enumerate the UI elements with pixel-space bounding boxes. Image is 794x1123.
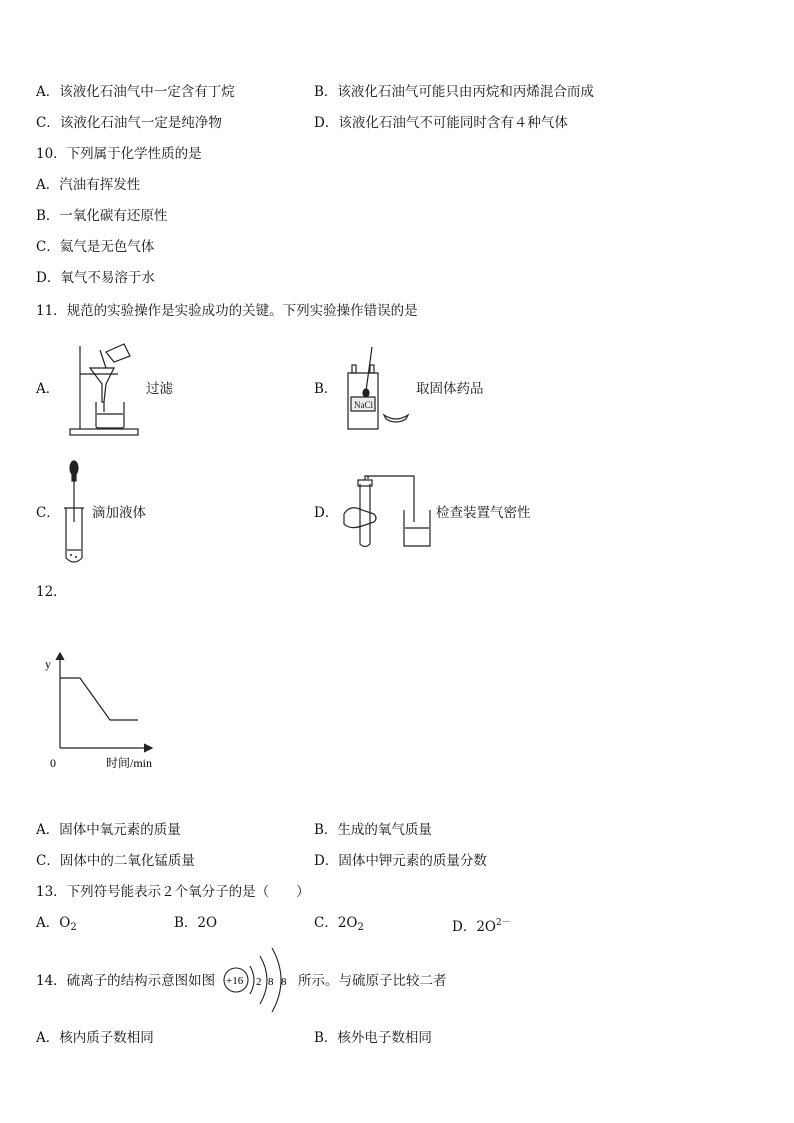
q14-option-b: B．核外电子数相同 [314,1030,432,1046]
dropper-test-tube-figure [62,460,86,568]
q13-option-c: C．$2O_2$ [314,915,364,933]
nacl-bottle-label: NaCl [354,400,373,410]
nucleus-charge: +16 [226,975,244,987]
filtration-apparatus-figure [66,340,142,438]
shell-1-electrons: 2 [256,976,262,988]
q12-option-d: D．固体中钾元素的质量分数 [314,853,487,869]
sulfur-ion-structure-diagram [220,944,296,1016]
q11-d-letter: D． [314,505,339,521]
shell-3-electrons: 8 [281,976,287,988]
q9-option-c: C．该液化石油气一定是纯净物 [36,115,222,131]
q11-a-label: 过滤 [146,381,173,397]
q11-b-label: 取固体药品 [416,381,484,397]
q9-option-b: B．该液化石油气可能只由丙烷和丙烯混合而成 [314,84,594,100]
q10-stem: 10．下列属于化学性质的是 [36,146,202,162]
q11-a-letter: A． [36,381,60,397]
q13-option-a: A．$O_2$ [36,915,77,933]
q10-option-b: B．一氧化碳有还原性 [36,208,168,224]
q12-line-graph [40,650,170,775]
shell-2-electrons: 8 [268,976,274,988]
q12-option-a: A．固体中氧元素的质量 [36,822,181,838]
q9-option-a: A．该液化石油气中一定含有丁烷 [36,84,235,100]
airtightness-check-figure [340,474,434,550]
q14-option-a: A．核内质子数相同 [36,1030,154,1046]
q13-option-b: B．2O [174,915,218,931]
q11-d-label: 检查装置气密性 [436,505,531,521]
graph-curve [60,678,138,720]
q11-c-letter: C． [36,505,60,521]
q10-option-c: C．氦气是无色气体 [36,239,155,255]
graph-origin-label: 0 [50,756,56,770]
q10-option-a: A．汽油有挥发性 [36,177,141,193]
q14-stem-pre: 14．硫离子的结构示意图如图 [36,973,216,989]
q12-stem: 12． [36,584,67,600]
graph-x-label: 时间/min [106,756,153,770]
q9-option-d: D．该液化石油气不可能同时含有４种气体 [314,115,568,131]
q14-stem-post: 所示。与硫原子比较二者 [298,973,447,989]
q10-option-d: D．氧气不易溶于水 [36,270,155,286]
graph-y-label: y [45,657,51,671]
q13-option-d: D．$2O^{2-}$ [452,918,511,935]
take-solid-reagent-figure [342,345,414,435]
q11-stem: 11．规范的实验操作是实验成功的关键。下列实验操作错误的是 [36,303,418,319]
q11-c-label: 滴加液体 [92,505,146,521]
q11-b-letter: B． [314,381,338,397]
q13-stem: 13．下列符号能表示２个氧分子的是（ ） [36,884,310,900]
q12-option-c: C．固体中的二氧化锰质量 [36,853,195,869]
q12-option-b: B．生成的氧气质量 [314,822,432,838]
